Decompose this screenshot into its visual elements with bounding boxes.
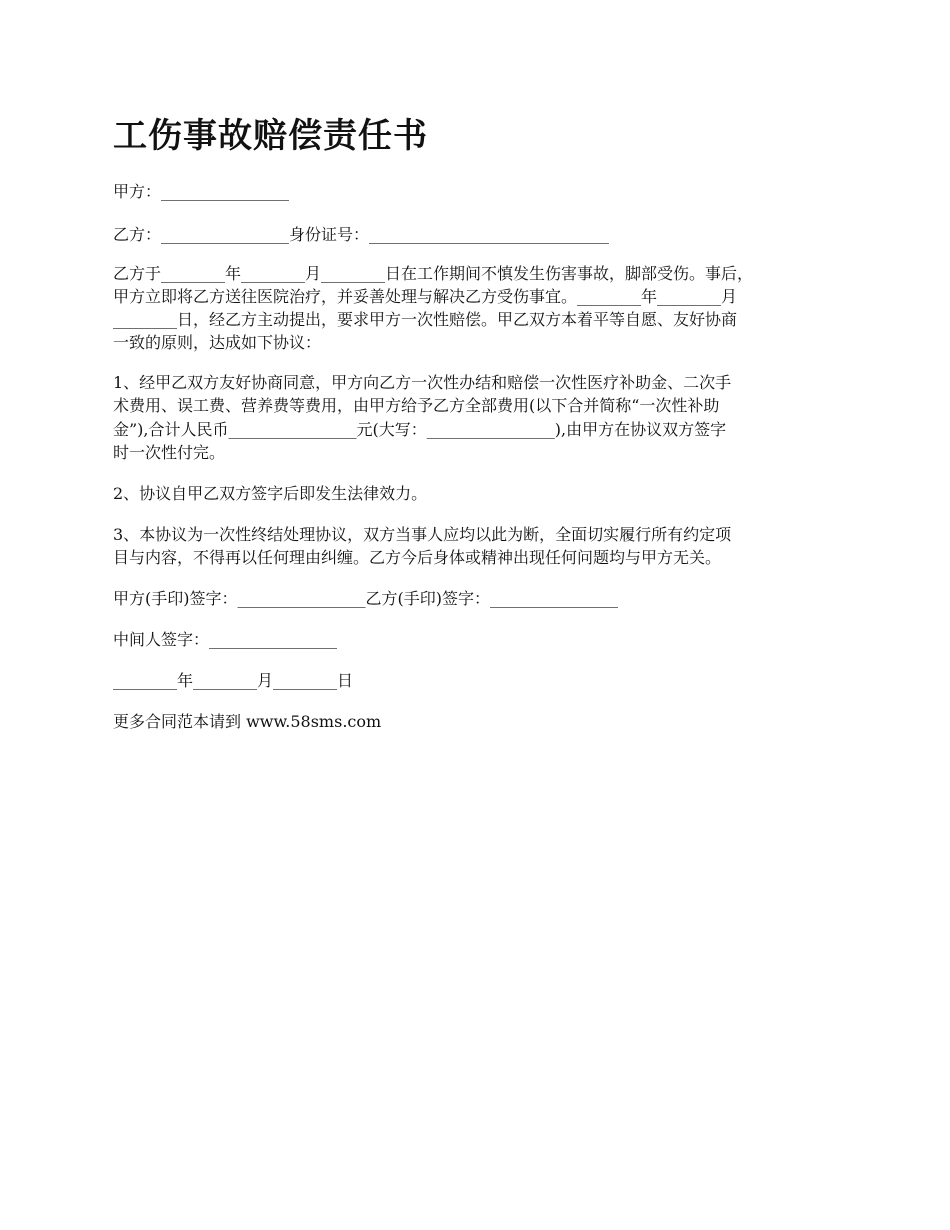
intro-line-1: 乙方于________年________月________日在工作期间不慎发生伤害事故，脚部受伤。事后，	[113, 264, 754, 283]
middleman-line: 中间人签字：________________	[113, 630, 338, 649]
document-title: 工伤事故赔偿责任书	[113, 116, 428, 156]
intro-line-4: 一致的原则，达成如下协议：	[113, 333, 322, 352]
clause-1-line-1: 1、经甲乙双方友好协商同意，甲方向乙方一次性办结和赔偿一次性医疗补助金、二次手	[113, 373, 732, 392]
intro-line-2: 甲方立即将乙方送往医院治疗，并妥善处理与解决乙方受伤事宜。________年________月	[113, 287, 738, 306]
clause-1-line-4: 时一次性付完。	[113, 443, 226, 462]
party-a-line: 甲方：________________	[113, 182, 290, 201]
clause-3-line-2: 目与内容，不得再以任何理由纠缠。乙方今后身体或精神出现任何问题均与甲方无关。	[113, 548, 722, 567]
clause-3-line-1: 3、本协议为一次性终结处理协议，双方当事人应均以此为断，全面切实履行所有约定项	[113, 525, 732, 544]
clause-1-line-3: 金”),合计人民币________________元(大写：________________),由甲方在协议双方签字	[113, 420, 727, 439]
intro-line-3: ________日，经乙方主动提出，要求甲方一次性赔偿。甲乙双方本着平等自愿、友好协商	[113, 310, 738, 329]
clause-1-line-2: 术费用、误工费、营养费等费用，由甲方给予乙方全部费用(以下合并简称“一次性补助	[113, 396, 720, 415]
signature-line: 甲方(手印)签字：________________乙方(手印)签字：________________	[113, 589, 618, 608]
party-b-line: 乙方：________________身份证号：______________________________	[113, 225, 610, 244]
date-line: ________年________月________日	[113, 671, 354, 690]
clause-2-line: 2、协议自甲乙双方签字后即发生法律效力。	[113, 484, 428, 503]
footer-line: 更多合同范本请到 www.58sms.com	[113, 712, 382, 731]
